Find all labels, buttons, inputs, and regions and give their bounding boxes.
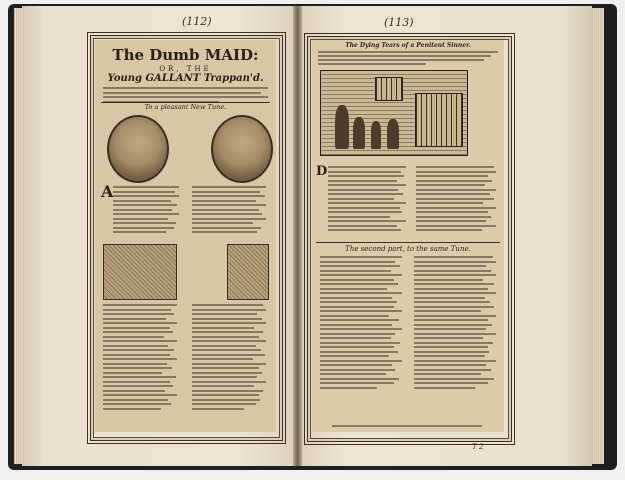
left-column-verse-2 xyxy=(103,304,177,412)
woodcut-interior-scene xyxy=(320,70,468,156)
second-part-column-1 xyxy=(320,256,402,391)
ballad-title: The Dumb MAID: xyxy=(112,46,259,64)
ballad-heading: The Dying Tears of a Penitent Sinner. xyxy=(345,42,471,49)
printer-colophon xyxy=(332,425,482,429)
right-sheet-column-1 xyxy=(328,166,406,234)
left-column-verse-1 xyxy=(113,186,179,236)
left-page-number: (112) xyxy=(182,15,212,28)
right-page-edges xyxy=(592,8,604,464)
second-part-heading: The second part, to the same Tune. xyxy=(345,245,471,253)
right-column-verse-1 xyxy=(192,186,266,236)
ballad-title-or: OR, THE xyxy=(159,65,212,73)
right-column-verse-2 xyxy=(192,304,266,412)
ballad-sheet-penitent-sinner xyxy=(312,40,504,432)
book-gutter xyxy=(293,6,302,466)
right-sheet-column-2 xyxy=(416,166,496,234)
portrait-gallant xyxy=(107,115,169,183)
drop-capital: A xyxy=(101,182,114,201)
signature-mark: T 2 xyxy=(472,443,484,451)
portrait-maid xyxy=(211,115,273,183)
right-page-number: (113) xyxy=(384,16,414,29)
right-page xyxy=(302,6,592,466)
ballad-sheet-dumb-maid xyxy=(95,40,276,432)
ballad-subtitle: Young GALLANT Trappan'd. xyxy=(107,73,264,84)
woodcut-lady xyxy=(227,244,269,300)
left-page xyxy=(22,6,293,466)
tune-line: To a pleasant New Tune. xyxy=(144,103,227,111)
woodcut-scene xyxy=(103,244,177,300)
heading-intro-text xyxy=(318,51,498,67)
second-part-column-2 xyxy=(414,256,496,391)
right-drop-capital: D xyxy=(316,164,328,179)
